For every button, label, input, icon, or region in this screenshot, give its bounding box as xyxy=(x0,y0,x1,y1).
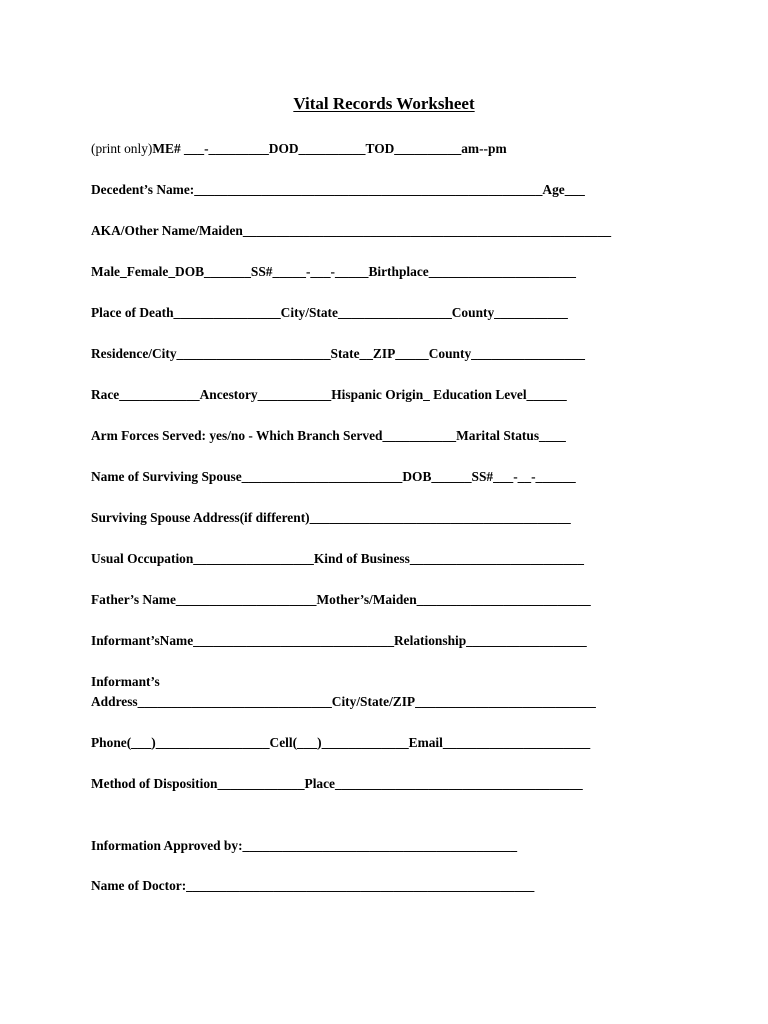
residence-line: Residence/City_______________________State__ZIP_____County_________________ xyxy=(91,346,585,361)
aka-line: AKA/Other Name/Maiden_______________________________________________________ xyxy=(91,223,612,238)
print-only-note: (print only) xyxy=(91,141,153,156)
parents-line: Father’s Name_____________________Mother’s/Maiden__________________________ xyxy=(91,592,591,607)
approved-by-line: Information Approved by:_________________________________________ xyxy=(91,838,518,853)
informant-line: Informant’sName______________________________Relationship__________________ xyxy=(91,633,587,648)
page-title: Vital Records Worksheet xyxy=(293,94,475,113)
armed-forces-line: Arm Forces Served: yes/no - Which Branch Served___________Marital Status____ xyxy=(91,428,566,443)
spouse-address-line: Surviving Spouse Address(if different)_______________________________________ xyxy=(91,510,571,525)
informant-address-label: Informant’s xyxy=(91,674,160,689)
doctor-name-line: Name of Doctor:____________________________________________________ xyxy=(91,878,535,893)
race-ancestry-line: Race____________Ancestory___________Hispanic Origin_ Education Level______ xyxy=(91,387,567,402)
informant-address-line: Address_____________________________City/State/ZIP___________________________ xyxy=(91,694,596,709)
place-of-death-line: Place of Death________________City/State_________________County___________ xyxy=(91,305,568,320)
disposition-line: Method of Disposition_____________Place_____________________________________ xyxy=(91,776,583,791)
me-dod-tod-fields: ME# ___-_________DOD__________TOD__________am--pm xyxy=(152,141,507,156)
sex-dob-ssn-line: Male_Female_DOB_______SS#_____-___-_____Birthplace______________________ xyxy=(91,264,577,279)
occupation-line: Usual Occupation__________________Kind of Business__________________________ xyxy=(91,551,584,566)
contact-line: Phone(___)_________________Cell(___)_____________Email______________________ xyxy=(91,735,591,750)
surviving-spouse-line: Name of Surviving Spouse________________________DOB______SS#___-__-______ xyxy=(91,469,576,484)
decedent-name-line: Decedent’s Name:____________________________________________________Age___ xyxy=(91,182,585,197)
me-number-line xyxy=(91,141,507,157)
